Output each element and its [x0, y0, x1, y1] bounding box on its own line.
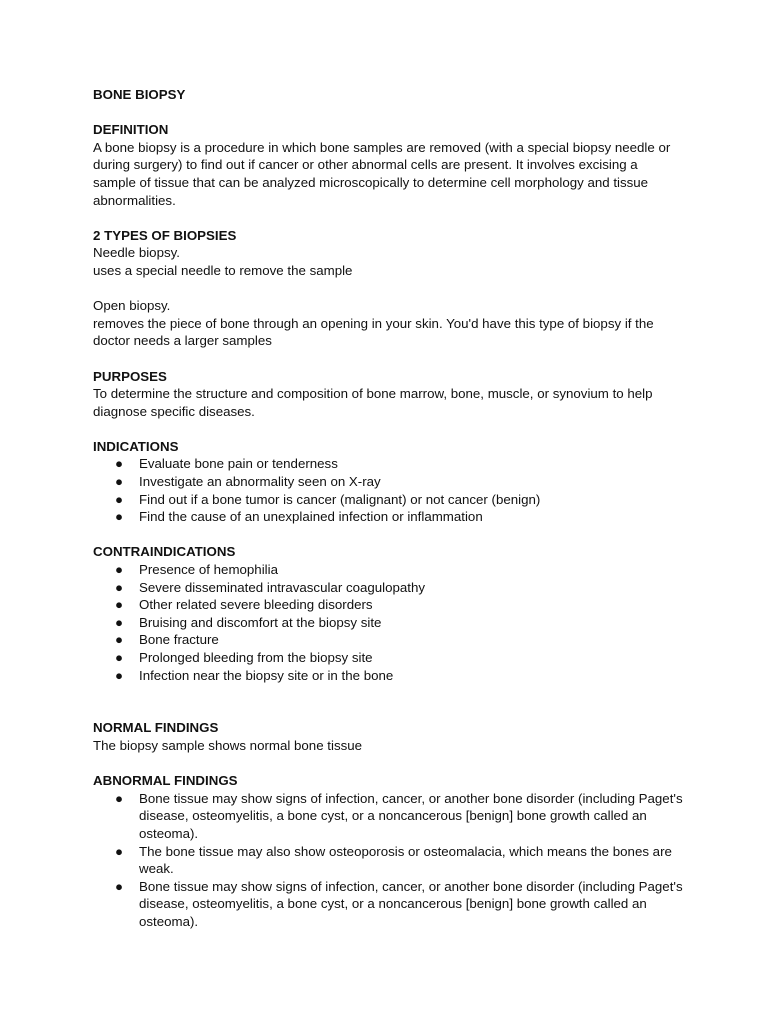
bullet-icon: ●: [115, 632, 124, 648]
contraindications-list: [93, 561, 683, 684]
list-item-text: The bone tissue may also show osteoporosis or osteomalacia, which means the bones are weak.: [139, 843, 672, 877]
list-item: [93, 614, 683, 632]
open-biopsy-title: Open biopsy.: [93, 298, 171, 314]
definition-text: A bone biopsy is a procedure in which bone samples are removed (with a special biopsy needle or during surgery) to find out if cancer or other abnormal cells are present. It involves excising a sample of tissue that can be analyzed microscopically to determine cell morphology and tissue abnormalities.: [93, 139, 671, 208]
list-item-text: Evaluate bone pain or tenderness: [139, 456, 338, 472]
list-item-text: Find out if a bone tumor is cancer (malignant) or not cancer (benign): [139, 491, 541, 507]
list-item: [93, 455, 683, 473]
list-item-text: Bone tissue may show signs of infection, cancer, or another bone disorder (including Paget's disease, osteomyelitis, a bone cyst, or a noncancerous [benign] bone growth called an osteoma).: [139, 790, 683, 841]
abnormal-findings-list: [93, 790, 683, 931]
list-item: [93, 843, 683, 878]
bullet-icon: ●: [115, 597, 124, 613]
abnormal-findings-heading: ABNORMAL FINDINGS: [93, 773, 238, 789]
bullet-icon: ●: [115, 474, 124, 490]
list-item-text: Severe disseminated intravascular coagulopathy: [139, 579, 426, 595]
definition-section: [93, 121, 683, 209]
list-item: [93, 473, 683, 491]
contraindications-section: [93, 543, 683, 684]
list-item: [93, 561, 683, 579]
purposes-text: To determine the structure and composition of bone marrow, bone, muscle, or synovium to help diagnose specific diseases.: [93, 386, 653, 419]
bullet-icon: ●: [115, 878, 124, 894]
list-item-text: Prolonged bleeding from the biopsy site: [139, 650, 373, 665]
list-item-text: Investigate an abnormality seen on X-ray: [139, 474, 381, 490]
definition-heading: DEFINITION: [93, 122, 169, 138]
list-item-text: Bruising and discomfort at the biopsy site: [139, 614, 382, 630]
bullet-icon: ●: [115, 614, 124, 630]
indications-list: [93, 455, 683, 525]
purposes-heading: PURPOSES: [93, 368, 167, 384]
document-title: BONE BIOPSY: [93, 87, 186, 102]
bullet-icon: ●: [115, 650, 124, 665]
bullet-icon: ●: [115, 491, 124, 507]
needle-biopsy-desc: uses a special needle to remove the sample: [93, 262, 353, 278]
list-item-text: Bone tissue may show signs of infection, cancer, or another bone disorder (including Paget's disease, osteomyelitis, a bone cyst, or a noncancerous [benign] bone growth called an osteoma).: [139, 878, 683, 929]
open-biopsy-desc: removes the piece of bone through an opening in your skin. You'd have this type of biopsy if the doctor needs a larger samples: [93, 315, 654, 349]
normal-findings-text: The biopsy sample shows normal bone tissue: [93, 737, 363, 753]
bullet-icon: ●: [115, 579, 124, 595]
document-body: [93, 86, 683, 948]
list-item: [93, 508, 683, 526]
list-item: [93, 790, 683, 843]
list-item-text: Bone fracture: [139, 632, 219, 648]
list-item: [93, 878, 683, 931]
list-item-text: Presence of hemophilia: [139, 562, 278, 578]
list-item-text: Find the cause of an unexplained infection or inflammation: [139, 509, 483, 525]
list-item: [93, 631, 683, 649]
bullet-icon: ●: [115, 790, 124, 806]
list-item: [93, 491, 683, 509]
normal-findings-heading: NORMAL FINDINGS: [93, 720, 219, 736]
list-item-text: Infection near the biopsy site or in the bone: [139, 667, 394, 683]
needle-biopsy-title: Needle biopsy.: [93, 245, 180, 261]
purposes-section: [93, 368, 683, 421]
list-item: [93, 667, 683, 685]
types-section: [93, 227, 683, 350]
types-heading: 2 TYPES OF BIOPSIES: [93, 227, 237, 243]
list-item: [93, 596, 683, 614]
indications-section: [93, 438, 683, 526]
list-item: [93, 649, 683, 667]
bullet-icon: ●: [115, 509, 124, 525]
bullet-icon: ●: [115, 456, 124, 472]
bullet-icon: ●: [115, 562, 124, 578]
abnormal-findings-section: [93, 772, 683, 930]
indications-heading: INDICATIONS: [93, 438, 179, 454]
bullet-icon: ●: [115, 843, 124, 859]
bullet-icon: ●: [115, 667, 124, 683]
contraindications-heading: CONTRAINDICATIONS: [93, 544, 236, 560]
list-item-text: Other related severe bleeding disorders: [139, 597, 373, 613]
list-item: [93, 579, 683, 597]
normal-findings-section: [93, 719, 683, 754]
